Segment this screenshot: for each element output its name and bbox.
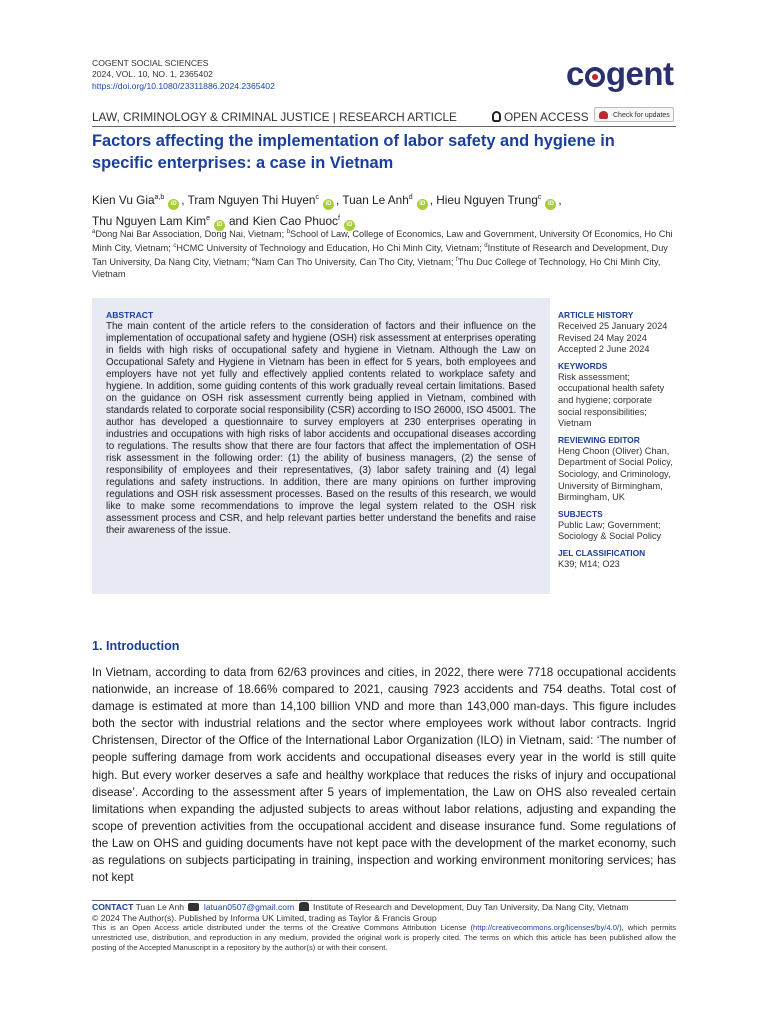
affiliation-text: HCMC University of Technology and Education, Ho Chi Minh City, Vietnam; xyxy=(176,242,485,253)
affiliation-text: School of Law, College of Economics, Law and Government, University Of Economics, Ho Chi Minh City, Vietnam; xyxy=(92,229,673,253)
open-lock-icon xyxy=(492,111,501,122)
author-separator: , xyxy=(335,192,340,207)
doi-link[interactable]: https://doi.org/10.1080/23311886.2024.2365402 xyxy=(92,80,275,91)
orcid-icon[interactable]: iD xyxy=(417,199,428,210)
journal-info xyxy=(92,58,275,92)
author-name: Hieu Nguyen Trung xyxy=(436,192,538,207)
article-sidebar xyxy=(558,310,678,571)
author-affiliation-mark: c xyxy=(537,194,542,201)
contact-institution: Institute of Research and Development, Duy Tan University, Da Nang City, Vietnam xyxy=(313,902,629,912)
abstract-label: ABSTRACT xyxy=(106,310,154,320)
affiliation-text: Thu Duc College of Technology, Ho Chi Minh City, Vietnam xyxy=(92,256,661,279)
affiliation-mark: b xyxy=(286,229,291,235)
author-name: Tram Nguyen Thi Huyen xyxy=(187,192,316,207)
sidebar-text: Public Law; Government; Sociology & Social Policy xyxy=(558,519,662,542)
contact-name: Tuan Le Anh xyxy=(135,902,185,912)
intro-paragraph: In Vietnam, according to data from 62/63 provinces and cities, in 2022, there were 7718 occupational accidents nationwide, an increase of 18.66% compared to 2021, causing 7923 accidents and 754 deaths. Total cost of damage is estimated at more than 14,100 billion VND and more than 143,000 man-days. This figure includes both the sector with industrial relations and the sector where employees work without labor contracts. Ingrid Christensen, Director of the Office of the International Labor Organization (ILO) in Vietnam, said: ‘The number of people suffering damage from work accidents and occupational diseases every year in the world is still quite high. But every worker deserves a safe and healthy workplace that reduces the risks of injury and occupational disease’. According to the assessment after 5 years of implementation, the Law on OHS also revealed certain limitations when expanding the adjusted subjects to areas without labor relations, adjusting and expanding the scope of prevention activities from the occupational accident and disease insurance fund. Some regulations of the Law on OHS and guiding documents have not kept pace with the development of the market economy, such as regulations on subjects participating in training, inspection and working environment monitoring services; has not kept xyxy=(92,666,676,885)
cogent-logo: c gent xyxy=(566,55,674,92)
sidebar-text: Revised 24 May 2024 xyxy=(558,332,647,343)
orcid-icon[interactable]: iD xyxy=(323,199,334,210)
sidebar-text: Risk assessment; occupational health safety and hygiene; corporate social responsibilities; Vietnam xyxy=(558,371,665,429)
author-affiliation-mark: f xyxy=(337,214,340,222)
orcid-icon[interactable]: iD xyxy=(214,220,225,231)
section-heading: 1. Introduction xyxy=(92,639,180,653)
article-title: Factors affecting the implementation of labor safety and hygiene in specific enterprises: a case in Vietnam xyxy=(92,132,615,172)
author-name: Kien Vu Gia xyxy=(92,192,155,207)
footer xyxy=(92,902,676,953)
check-for-updates-button[interactable]: Check for updates xyxy=(594,107,674,122)
affiliation-text: Institute of Research and Development, Duy Tan University, Da Nang City, Vietnam; xyxy=(92,242,668,267)
orcid-icon[interactable]: iD xyxy=(168,199,179,210)
author-name: Tuan Le Anh xyxy=(342,192,409,207)
sidebar-heading: ARTICLE HISTORY xyxy=(558,310,634,320)
affiliation-mark: c xyxy=(173,242,177,249)
sidebar-text: Received 25 January 2024 xyxy=(558,321,668,331)
affiliation-mark: f xyxy=(456,256,458,263)
email-icon xyxy=(188,903,199,911)
author-name: Thu Nguyen Lam Kim xyxy=(92,213,207,228)
author-separator: , xyxy=(181,192,185,207)
header-divider xyxy=(92,126,676,127)
author-affiliation-mark: a,b xyxy=(154,194,165,201)
copyright: © 2024 The Author(s). Published by Informa UK Limited, trading as Taylor & Francis Group xyxy=(92,912,437,923)
author-affiliation-mark: e xyxy=(206,214,210,222)
affiliations xyxy=(92,227,676,280)
author-separator: , xyxy=(558,192,562,207)
contact-email[interactable]: latuan0507@gmail.com xyxy=(203,902,295,912)
article-category-bar xyxy=(92,110,676,124)
affiliation-text: Dong Nai Bar Association, Dong Nai, Vietnam; xyxy=(95,229,287,240)
license-text: This is an Open Access article distributed under the terms of the Creative Commons Attribution License (http://creativecommons.org/licenses/by/4.0/), which permits unrestricted use, distribution, and reproduction in any medium, provided the original work is properly cited. The terms on which this article has been published allow the posting of the Accepted Manuscript in a repository by the author(s) or with their consent. xyxy=(92,923,676,953)
open-access-badge: OPEN ACCESS xyxy=(492,110,589,124)
sidebar-heading: KEYWORDS xyxy=(558,360,608,371)
sidebar-heading: JEL CLASSIFICATION xyxy=(558,547,646,558)
author-affiliation-mark: d xyxy=(408,194,413,201)
affiliation-mark: a xyxy=(92,229,96,235)
contact-label: CONTACT xyxy=(92,902,134,912)
affiliation-mark: d xyxy=(484,242,488,249)
journal-name: COGENT SOCIAL SCIENCES xyxy=(92,58,209,68)
affiliation-text: Nam Can Tho University, Can Tho City, Vietnam; xyxy=(255,256,457,267)
footer-divider xyxy=(92,900,676,901)
journal-citation: 2024, VOL. 10, NO. 1, 2365402 xyxy=(92,69,213,80)
orcid-icon[interactable]: iD xyxy=(344,220,355,231)
abstract-text: The main content of the article refers to the consideration of factors and their influence on the implementation of occupational safety and hygiene (OSH) risk assessment at enterprises operating in fields with high risks of occupational safety and hygiene in Vietnam. Although the Law on Occupational Safety and Hygiene in Vietnam has been in effect for 5 years, both employees and employers have not yet fully and effectively applied contents related to workplace safety and hygiene. In addition, some guiding contents of this work gradually reveal certain limitations. Based on the guidance on OSH risk assessment currently being applied in Vietnam, combined with standards related to corporate social responsibility (CSR) according to ISO 26000, ISO 45001. The author has developed a questionnaire to survey employers at 230 enterprises operating in industries and occupations with high risks of labor accidents and occupational diseases according to regulations. The results show that there are four factors that affect the implementation of OSH risk assessment in the following order: (1) the ability of business managers, (2) the sense of responsibility of employees and their representatives, (3) labor safety training and (4) legal regulations and safety instructions. In addition, there are many opinions on further improving regulations and OSH risk assessment processes. Based on the results of this research, we would like to make some recommendations to improve the legal system related to the OSH risk assessment process and CSR, and help relevant parties better understand the benefits and raise their awareness of the issue. xyxy=(106,321,536,536)
sidebar-text: Heng Choon (Oliver) Chan, Department of Social Policy, Sociology, and Criminology, University of Birmingham, Birmingham, UK xyxy=(558,445,673,503)
author-list xyxy=(92,189,676,231)
crossmark-icon xyxy=(599,111,608,119)
sidebar-text: Accepted 2 June 2024 xyxy=(558,344,650,355)
article-category: LAW, CRIMINOLOGY & CRIMINAL JUSTICE | RESEARCH ARTICLE xyxy=(92,110,457,124)
author-affiliation-mark: c xyxy=(315,194,319,201)
author-and: and xyxy=(229,213,249,228)
sidebar-heading: REVIEWING EDITOR xyxy=(558,434,640,445)
author-name: Kien Cao Phuoc xyxy=(252,213,338,228)
orcid-icon[interactable]: iD xyxy=(545,199,556,210)
affiliation-mark: e xyxy=(251,256,256,263)
author-separator: , xyxy=(429,192,433,207)
institution-icon xyxy=(299,902,309,911)
logo-circle-icon xyxy=(585,67,605,87)
abstract-box xyxy=(92,298,550,594)
sidebar-heading: SUBJECTS xyxy=(558,508,603,519)
license-link[interactable]: http://creativecommons.org/licenses/by/4.0/ xyxy=(473,923,620,933)
sidebar-text: K39; M14; O23 xyxy=(558,558,620,569)
